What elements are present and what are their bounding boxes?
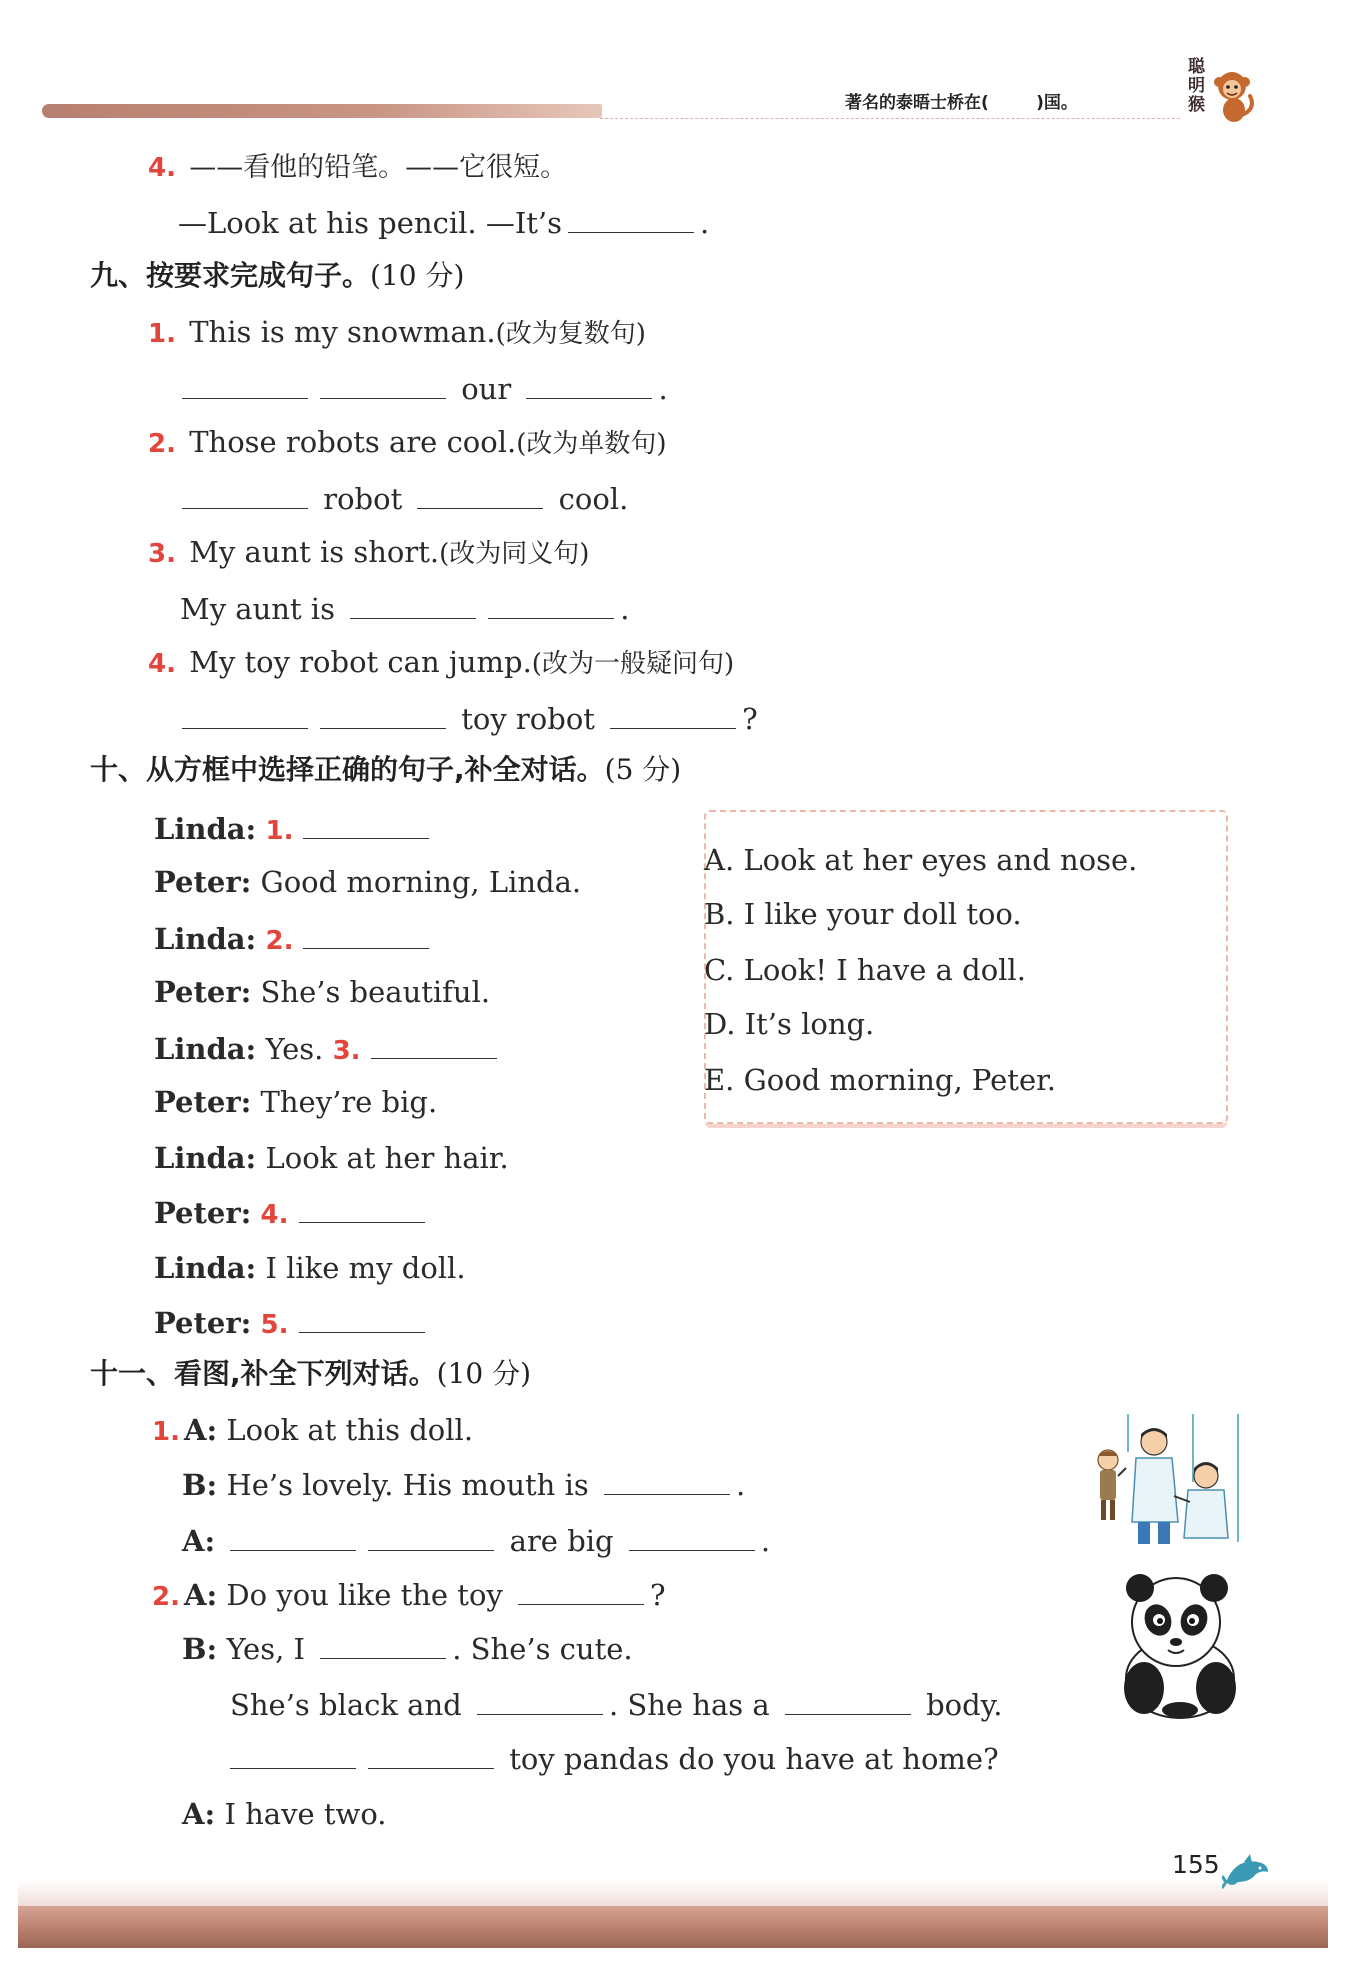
- s9-q1-word: our: [461, 372, 512, 406]
- speaker-label: Peter:: [154, 1196, 252, 1230]
- s8-q4-number: 4.: [148, 153, 176, 183]
- s10-dialogue-line-8: [154, 1194, 431, 1233]
- s10-dialogue-line-5: [154, 1030, 503, 1069]
- s11-q2-line-1: 2. A: Do you like the toy ?: [152, 1578, 666, 1612]
- brand-label: 聪明猴: [1188, 57, 1205, 115]
- s9-q4-instruction: (改为一般疑问句): [531, 649, 735, 679]
- speaker-label: Linda:: [154, 812, 257, 846]
- dialogue-text: She’s beautiful.: [260, 975, 491, 1009]
- speaker-label: A:: [182, 1524, 216, 1558]
- s10-blank-number: 5.: [260, 1310, 289, 1340]
- s9-q4-end: ?: [742, 702, 758, 736]
- answer-blank[interactable]: [610, 700, 736, 729]
- answer-blank[interactable]: [320, 700, 446, 729]
- dialogue-text: Yes, I: [226, 1632, 305, 1666]
- answer-blank[interactable]: [230, 1522, 356, 1551]
- dialogue-text: I have two.: [224, 1797, 387, 1831]
- section-9-heading: [90, 258, 464, 294]
- answer-blank[interactable]: [320, 370, 446, 399]
- s9-q2: [148, 424, 667, 462]
- dialogue-text: She has a: [627, 1688, 770, 1722]
- s9-q1: [148, 314, 646, 352]
- answer-blank[interactable]: [368, 1740, 494, 1769]
- dialogue-text: I like my doll.: [265, 1251, 466, 1285]
- section-10-title: 十、从方框中选择正确的句子,补全对话。: [90, 753, 605, 786]
- s9-q1-answer-line: our .: [176, 370, 668, 407]
- s9-q3-number: 3.: [148, 539, 176, 569]
- speaker-label: Peter:: [154, 1306, 252, 1340]
- speaker-label: Peter:: [154, 1085, 252, 1119]
- monkey-icon: [1208, 64, 1258, 126]
- answer-blank[interactable]: [182, 480, 308, 509]
- s10-dialogue-line-1: [154, 810, 435, 849]
- answer-blank[interactable]: [526, 370, 652, 399]
- s11-q2-line-5: [182, 1796, 387, 1832]
- s11-q2-line-4: [224, 1740, 999, 1777]
- speaker-label: Peter:: [154, 865, 252, 899]
- s9-q4-number: 4.: [148, 649, 176, 679]
- section-11-title: 十一、看图,补全下列对话。: [90, 1357, 437, 1390]
- dialogue-text: Look at this doll.: [226, 1413, 474, 1447]
- s10-blank-number: 4.: [260, 1200, 289, 1230]
- answer-blank[interactable]: [417, 480, 543, 509]
- dialogue-text: They’re big.: [260, 1085, 438, 1119]
- s9-q3-answer-line: My aunt is .: [180, 592, 630, 626]
- s9-q2-word-a: robot: [323, 482, 403, 516]
- answer-blank[interactable]: [518, 1576, 644, 1605]
- answer-blank[interactable]: [182, 700, 308, 729]
- s10-dialogue-line-9: [154, 1250, 466, 1286]
- s11-q2-line-3: She’s black and . She has a body.: [230, 1688, 1003, 1722]
- toy-panda-illustration: [1110, 1570, 1250, 1720]
- s11-q1-line-1: [152, 1412, 473, 1450]
- section-11-heading: [90, 1356, 531, 1392]
- answer-blank[interactable]: [303, 810, 429, 839]
- speaker-label: Linda:: [154, 1141, 257, 1175]
- s10-dialogue-line-2: [154, 864, 581, 900]
- s9-q1-sentence: This is my snowman.: [189, 315, 496, 349]
- s9-q3: [148, 534, 589, 572]
- section-9-title: 九、按要求完成句子。: [90, 259, 371, 292]
- dialogue-text: Look at her hair.: [265, 1141, 509, 1175]
- s9-q3-sentence: My aunt is short.: [189, 535, 440, 569]
- answer-blank[interactable]: [182, 370, 308, 399]
- speaker-label: Linda:: [154, 1032, 257, 1066]
- s8-q4-prompt: [148, 148, 567, 186]
- s9-q4-word: toy robot: [461, 702, 595, 736]
- option-a: A. Look at her eyes and nose.: [704, 843, 1138, 877]
- dialogue-text: toy pandas do you have at home?: [509, 1742, 999, 1776]
- speaker-label: A:: [182, 1797, 216, 1831]
- s9-q4: [148, 644, 734, 682]
- dialogue-text: Yes.: [265, 1032, 324, 1066]
- dialogue-text: Do you like the toy: [226, 1578, 503, 1612]
- s11-q1-number: 1.: [152, 1417, 180, 1447]
- s10-blank-number: 2.: [265, 926, 294, 956]
- dialogue-text: She’s cute.: [470, 1632, 633, 1666]
- answer-blank[interactable]: [477, 1686, 603, 1715]
- section-10-heading: [90, 752, 681, 788]
- answer-blank[interactable]: [368, 1522, 494, 1551]
- answer-blank[interactable]: [371, 1030, 497, 1059]
- s9-q2-answer-line: [176, 480, 628, 517]
- answer-blank[interactable]: [303, 920, 429, 949]
- speaker-label: A:: [183, 1413, 218, 1447]
- page-number: 155: [1172, 1850, 1220, 1879]
- option-b: B. I like your doll too.: [704, 897, 1022, 931]
- header-bar: [42, 104, 602, 118]
- speaker-label: B:: [182, 1632, 218, 1666]
- children-with-doll-illustration: [1088, 1412, 1248, 1548]
- s10-dialogue-line-10: [154, 1304, 431, 1343]
- dialogue-text: body.: [926, 1688, 1003, 1722]
- answer-blank[interactable]: [230, 1740, 356, 1769]
- s9-q1-number: 1.: [148, 319, 176, 349]
- s11-q2-line-2: B: Yes, I . She’s cute.: [182, 1632, 633, 1666]
- s9-q2-word-b: cool.: [558, 482, 629, 516]
- s9-q2-number: 2.: [148, 429, 176, 459]
- answer-blank[interactable]: [604, 1466, 730, 1495]
- section-10-points: (5 分): [604, 753, 682, 786]
- answer-blank[interactable]: [629, 1522, 755, 1551]
- s10-dialogue-line-6: [154, 1084, 437, 1120]
- s9-q2-sentence: Those robots are cool.: [189, 425, 517, 459]
- s9-q1-instruction: (改为复数句): [495, 319, 646, 349]
- dialogue-text: Good morning, Linda.: [260, 865, 582, 899]
- option-c: C. Look! I have a doll.: [704, 953, 1026, 987]
- speaker-label: B:: [182, 1468, 218, 1502]
- s8-q4-english: —Look at his pencil. —It’s .: [178, 206, 710, 240]
- s10-dialogue-line-3: [154, 920, 435, 959]
- answer-blank[interactable]: [350, 590, 476, 619]
- answer-blank[interactable]: [785, 1686, 911, 1715]
- s9-q4-answer-line: [176, 700, 758, 737]
- s11-q1-line-2: B: He’s lovely. His mouth is .: [182, 1468, 746, 1502]
- header-trivia-question: 著名的泰晤士桥在( )国。: [845, 93, 1078, 113]
- s10-dialogue-line-7: [154, 1140, 509, 1176]
- s9-q3-instruction: (改为同义句): [439, 539, 590, 569]
- answer-blank[interactable]: [568, 204, 694, 233]
- dialogue-text: She’s black and: [230, 1688, 462, 1722]
- answer-blank[interactable]: [299, 1304, 425, 1333]
- speaker-label: A:: [183, 1578, 218, 1612]
- s9-q4-sentence: My toy robot can jump.: [189, 645, 532, 679]
- s11-q2-number: 2.: [152, 1582, 180, 1612]
- s9-q3-lead: My aunt is: [180, 592, 335, 626]
- option-d: D. It’s long.: [704, 1007, 875, 1041]
- section-9-points: (10 分): [370, 259, 465, 292]
- answer-blank[interactable]: [488, 590, 614, 619]
- speaker-label: Peter:: [154, 975, 252, 1009]
- s8-q4-english-text: —Look at his pencil. —It’s: [178, 206, 563, 240]
- section-11-points: (10 分): [436, 1357, 532, 1390]
- dialogue-text: He’s lovely. His mouth is: [226, 1468, 589, 1502]
- s8-q4-chinese: ——看他的铅笔。——它很短。: [189, 152, 568, 183]
- s10-blank-number: 3.: [332, 1036, 361, 1066]
- answer-blank[interactable]: [320, 1630, 446, 1659]
- option-e: E. Good morning, Peter.: [704, 1063, 1057, 1097]
- footer-bar: [18, 1906, 1328, 1948]
- speaker-label: Linda:: [154, 1251, 257, 1285]
- s10-dialogue-line-4: [154, 974, 490, 1010]
- speaker-label: Linda:: [154, 922, 257, 956]
- s11-q1-line-3: A: are big .: [182, 1524, 771, 1558]
- s9-q2-instruction: (改为单数句): [516, 429, 667, 459]
- answer-blank[interactable]: [299, 1194, 425, 1223]
- header-rule: [600, 118, 1180, 119]
- s10-blank-number: 1.: [265, 816, 294, 846]
- dialogue-text: are big: [509, 1524, 614, 1558]
